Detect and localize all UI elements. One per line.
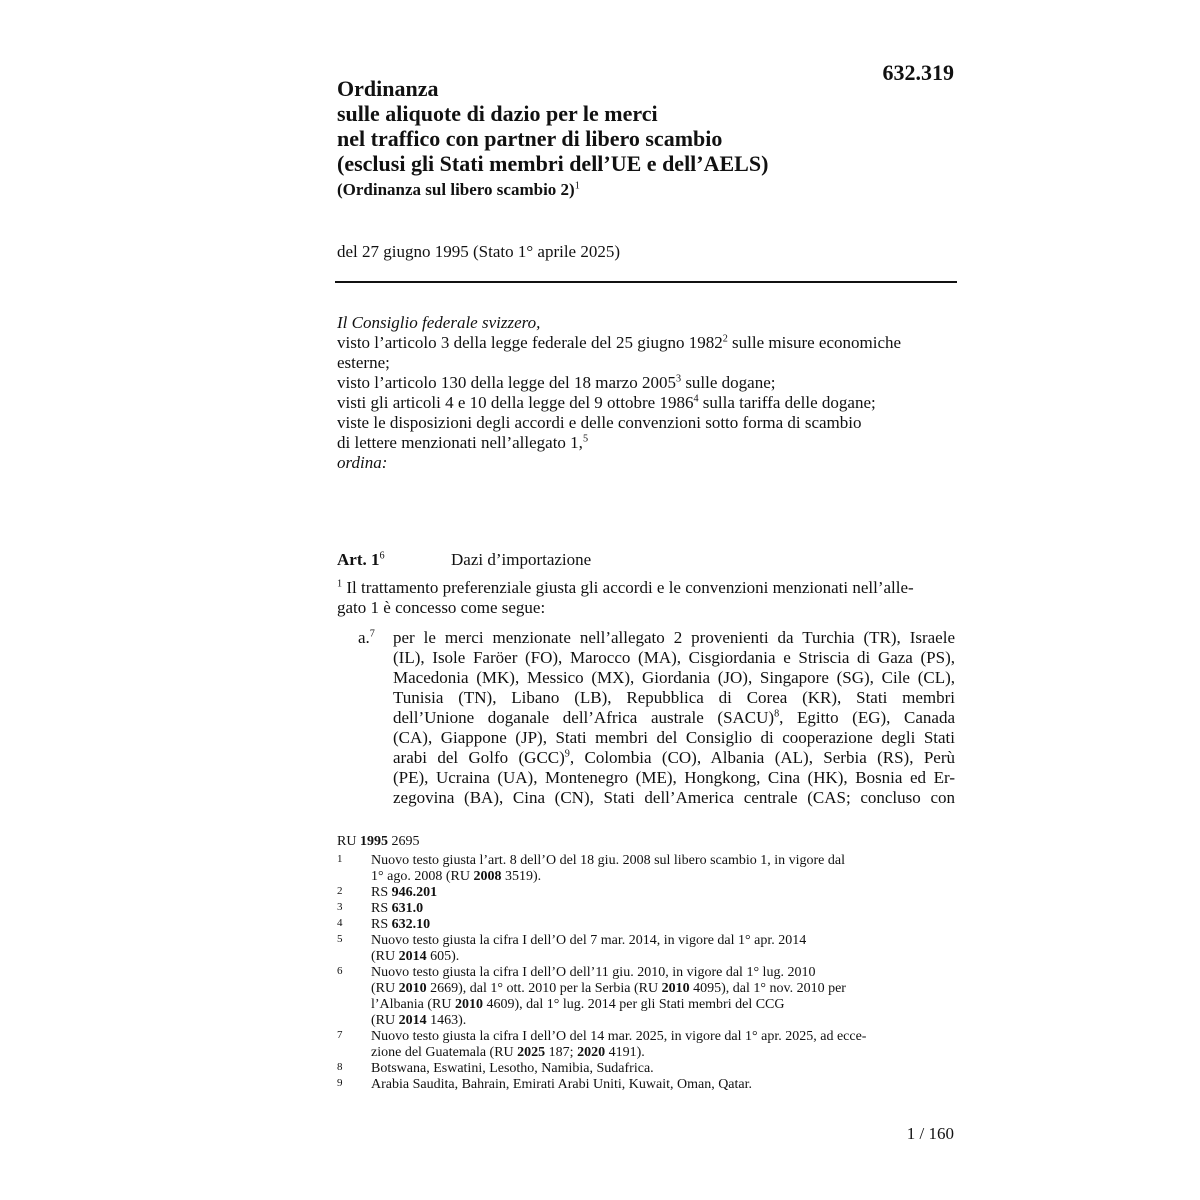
document-title	[337, 76, 857, 176]
paragraph-line: gato 1 è concesso come segue:	[337, 598, 546, 617]
footnote: 7 Nuovo testo giusta la cifra I dell’O del 14 mar. 2025, in vigore dal 1° apr. 2025, ad ecce- zione del Guatemala (RU 2025 187; 2020 4191).	[337, 1029, 867, 1060]
footnote: 3 RS 631.0	[337, 901, 424, 916]
preamble	[337, 313, 977, 473]
footnote-number: 5	[337, 933, 343, 945]
list-item-line: per le merci menzionate nell’allegato 2 provenienti da Turchia (TR), Israele	[393, 628, 955, 647]
footnote-ref[interactable]: 4	[693, 393, 699, 405]
list-letter: a.$^7$	[358, 628, 375, 647]
article-title: Dazi d’importazione	[451, 550, 592, 569]
title-line: nel traffico con partner di libero scambio	[337, 126, 723, 151]
footnote-ref[interactable]: 5	[582, 433, 589, 445]
footnote-ref[interactable]: 2	[722, 333, 728, 345]
list-item-line: arabi del Golfo (GCC)$^9$, Colombia (CO), Albania (AL), Serbia (RS), Perù	[393, 748, 955, 767]
footnote-ref[interactable]: 7	[369, 628, 375, 640]
paragraph-number: 1	[337, 578, 343, 590]
footnote-ref[interactable]: 8	[774, 708, 780, 720]
date-status: del 27 giugno 1995 (Stato 1° aprile 2025)	[337, 242, 621, 261]
list-item-line: (PE), Ucraina (UA), Montenegro (ME), Hongkong, Cina (HK), Bosnia ed Er-	[393, 768, 955, 787]
footnote-number: 4	[337, 917, 343, 929]
sr-number: 632.319	[882, 60, 954, 85]
title-line: sulle aliquote di dazio per le merci	[337, 101, 658, 126]
footnote: 1 Nuovo testo giusta l’art. 8 dell’O del 18 giu. 2008 sul libero scambio 1, in vigore dal 1° ago. 2008 (RU 2008 3519).	[337, 853, 845, 884]
footnote-number: 1	[337, 853, 343, 865]
footnote: 9 Arabia Saudita, Bahrain, Emirati Arabi Uniti, Kuwait, Oman, Qatar.	[337, 1077, 753, 1092]
ru-reference: RU 1995 2695	[337, 834, 420, 849]
list-item-line: (CA), Giappone (JP), Stati membri del Consiglio di cooperazione degli Stati	[393, 728, 955, 747]
footnote-ref[interactable]: 3	[675, 373, 682, 385]
list-item-line: Macedonia (MK), Messico (MX), Giordania (JO), Singapore (SG), Cile (CL),	[393, 668, 955, 687]
preamble-line: di lettere menzionati nell’allegato 1,$^5$	[337, 433, 589, 452]
list-item	[393, 628, 955, 808]
footnote: 5 Nuovo testo giusta la cifra I dell’O del 7 mar. 2014, in vigore dal 1° apr. 2014 (RU 2014 605).	[337, 933, 807, 964]
short-title	[337, 180, 580, 200]
footnote: 6 Nuovo testo giusta la cifra I dell’O dell’11 giu. 2010, in vigore dal 1° lug. 2010 (RU 2010 2669), dal 1° ott. 2010 per la Serbia (RU 2010 4095), dal 1° nov. 2010 per l’Albania (RU 2010 4609), dal 1° lug. 2014 per gli Stati membri del CCG (RU 2014 1463).	[337, 965, 846, 1028]
list-item-line: (IL), Isole Faröer (FO), Marocco (MA), Cisgiordania e Striscia di Gaza (PS),	[393, 648, 955, 667]
header-divider	[335, 281, 957, 283]
footnote-number: 3	[337, 901, 343, 913]
footnote-number: 7	[337, 1029, 343, 1041]
page-number: 1 / 160	[906, 1124, 954, 1143]
footnote-number: 2	[337, 885, 343, 897]
preamble-line: viste le disposizioni degli accordi e delle convenzioni sotto forma di scambio	[337, 413, 862, 432]
list-item-line: Tunisia (TN), Libano (LB), Repubblica di Corea (KR), Stati membri	[393, 688, 955, 707]
preamble-line: esterne;	[337, 353, 390, 372]
preamble-line: visti gli articoli 4 e 10 della legge del 9 ottobre 1986$^4$ sulla tariffa delle dogane;	[337, 393, 876, 412]
footnote: 2 RS 946.201	[337, 885, 438, 900]
article-heading	[337, 550, 591, 570]
preamble-line: visto l’articolo 130 della legge del 18 marzo 2005$^3$ sulle dogane;	[337, 373, 776, 392]
list-item-line: zegovina (BA), Cina (CN), Stati dell’America centrale (CAS; concluso con	[393, 788, 955, 807]
footnote-ref[interactable]: 6	[379, 550, 385, 562]
footnote-ref[interactable]: 1	[574, 180, 580, 192]
footnotes	[337, 853, 957, 1093]
title-line: (esclusi gli Stati membri dell’UE e dell’AELS)	[337, 151, 769, 176]
paragraph-line: $^1$ Il trattamento preferenziale giusta gli accordi e le convenzioni menzionati nell’alle-	[337, 578, 914, 597]
preamble-line: visto l’articolo 3 della legge federale del 25 giugno 1982$^2$ sulle misure economiche	[337, 333, 902, 352]
footnote-number: 8	[337, 1061, 343, 1073]
list-item-line: dell’Unione doganale dell’Africa australe (SACU)$^8$, Egitto (EG), Canada	[393, 708, 955, 727]
footnote: 8 Botswana, Eswatini, Lesotho, Namibia, Sudafrica.	[337, 1061, 654, 1076]
preamble-ordina: ordina:	[337, 453, 388, 472]
footnote-number: 9	[337, 1077, 343, 1089]
preamble-intro: Il Consiglio federale svizzero,	[337, 313, 541, 332]
title-line: Ordinanza	[337, 76, 439, 101]
article-paragraph	[337, 578, 957, 618]
short-title-text: (Ordinanza sul libero scambio 2)	[337, 180, 575, 199]
article-number: Art. $1^6$	[337, 550, 385, 569]
footnote-ref[interactable]: 9	[564, 748, 570, 760]
footnote: 4 RS 632.10	[337, 917, 431, 932]
footnote-number: 6	[337, 965, 343, 977]
